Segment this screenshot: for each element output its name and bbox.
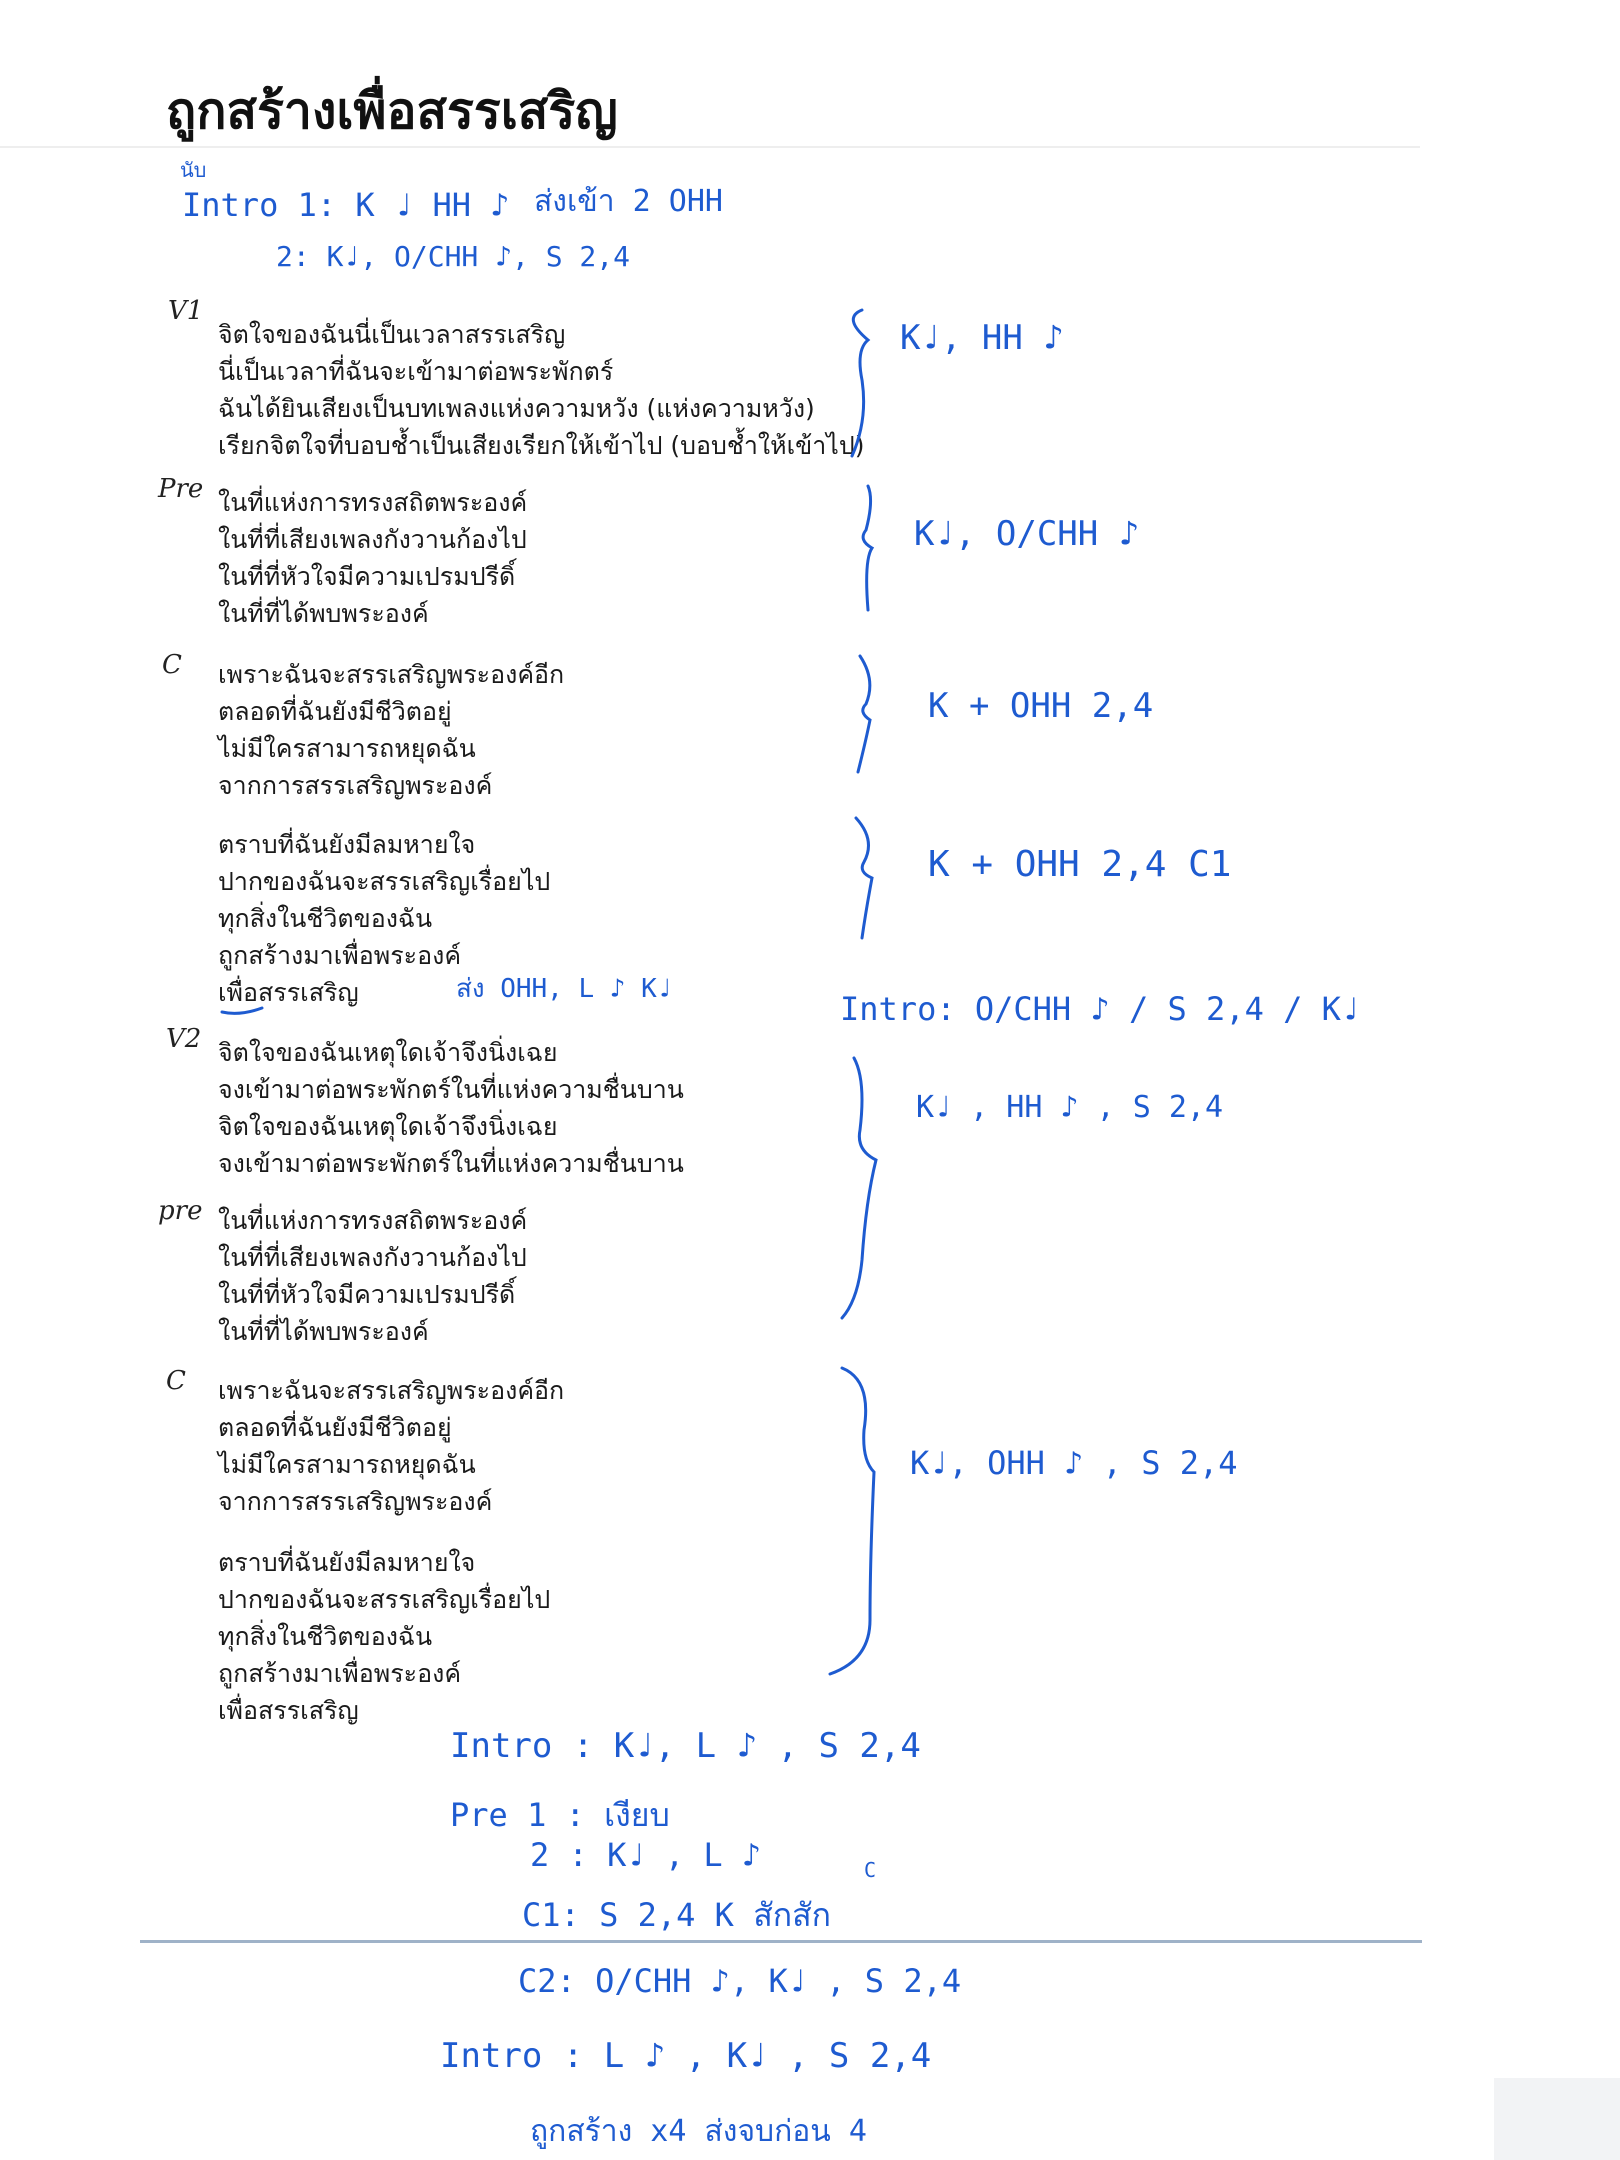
note-bottom-c1: C1: S 2,4 K สักสัก <box>522 1896 831 1934</box>
note-intro1-send: ส่งเข้า 2 OHH <box>534 184 723 219</box>
lyric-line: ในที่ที่เสียงเพลงกังวานก้องไป <box>218 525 527 554</box>
lyric-line: ทุกสิ่งในชีวิตของฉัน <box>218 1622 433 1651</box>
note-verse2: K♩ , HH ♪ , S 2,4 <box>916 1090 1224 1125</box>
lyric-line: เพื่อสรรเสริญ <box>218 978 359 1007</box>
lyric-line: ตลอดที่ฉันยังมีชีวิตอยู่ <box>218 1413 452 1442</box>
brace-chorus1b <box>856 818 872 938</box>
brace-verse1 <box>852 310 868 456</box>
note-bottom-final: ถูกสร้าง x4 ส่งจบก่อน 4 <box>530 2114 867 2149</box>
brace-chorus2 <box>830 1368 874 1674</box>
note-chorus1b: K + OHH 2,4 C1 <box>928 844 1232 885</box>
lyric-line: จงเข้ามาต่อพระพักตร์ในที่แห่งความชื่นบาน <box>218 1149 684 1178</box>
lyric-line: จากการสรรเสริญพระองค์ <box>218 771 493 800</box>
label-pre1: Pre <box>158 474 204 504</box>
lyric-line: ทุกสิ่งในชีวิตของฉัน <box>218 904 433 933</box>
note-chorus1a: K + OHH 2,4 <box>928 686 1154 726</box>
note-bottom-intro2: Intro : L ♪ , K♩ , S 2,4 <box>440 2036 932 2076</box>
brace-chorus1a <box>858 656 870 772</box>
lyric-line: จงเข้ามาต่อพระพักตร์ในที่แห่งความชื่นบาน <box>218 1075 684 1104</box>
label-pre2: pre <box>158 1196 203 1226</box>
note-bottom-intro: Intro : K♩, L ♪ , S 2,4 <box>450 1726 921 1766</box>
lyric-line: ในที่แห่งการทรงสถิตพระองค์ <box>218 1206 528 1235</box>
label-chorus1: C <box>162 650 182 680</box>
page-title: ถูกสร้างเพื่อสรรเสริญ <box>166 82 618 140</box>
lyric-line: เรียกจิตใจที่บอบช้ำเป็นเสียงเรียกให้เข้าไป (บอบช้ำให้เข้าไป) <box>218 431 865 460</box>
note-chorus2: K♩, OHH ♪ , S 2,4 <box>910 1444 1238 1482</box>
corner-panel <box>1494 2078 1620 2160</box>
lyric-line: ในที่แห่งการทรงสถิตพระองค์ <box>218 488 528 517</box>
note-intro-mid: Intro: O/CHH ♪ / S 2,4 / K♩ <box>840 990 1361 1028</box>
lyric-line: ในที่ที่ได้พบพระองค์ <box>218 1317 429 1346</box>
lyric-line: ตลอดที่ฉันยังมีชีวิตอยู่ <box>218 697 452 726</box>
page-separator <box>140 1940 1422 1943</box>
lyric-line: นี่เป็นเวลาที่ฉันจะเข้ามาต่อพระพักตร์ <box>218 357 614 386</box>
lyric-line: ตราบที่ฉันยังมีลมหายใจ <box>218 1548 476 1577</box>
lyric-line: ปากของฉันจะสรรเสริญเรื่อยไป <box>218 1585 551 1614</box>
note-intro1: Intro 1: K ♩ HH ♪ <box>182 186 510 224</box>
underline-mark <box>222 1008 262 1013</box>
lyric-line: จิตใจของฉันนี่เป็นเวลาสรรเสริญ <box>218 320 566 349</box>
lyric-line: ไม่มีใครสามารถหยุดฉัน <box>218 734 476 763</box>
lyric-line: เพราะฉันจะสรรเสริญพระองค์อีก <box>218 1376 565 1405</box>
note-bottom-pre1: Pre 1 : เงียบ <box>450 1796 670 1834</box>
lyric-line: ปากของฉันจะสรรเสริญเรื่อยไป <box>218 867 551 896</box>
lyric-line: ในที่ที่เสียงเพลงกังวานก้องไป <box>218 1243 527 1272</box>
brace-verse2 <box>842 1058 876 1318</box>
lyric-line: เพราะฉันจะสรรเสริญพระองค์อีก <box>218 660 565 689</box>
note-pre1: K♩, O/CHH ♪ <box>914 514 1140 554</box>
lyric-line: ไม่มีใครสามารถหยุดฉัน <box>218 1450 476 1479</box>
lyric-line: จิตใจของฉันเหตุใดเจ้าจึงนิ่งเฉย <box>218 1112 558 1141</box>
lyric-line: ในที่ที่ได้พบพระองค์ <box>218 599 429 628</box>
brace-pre1 <box>863 486 872 610</box>
label-verse1: V1 <box>168 296 204 326</box>
lyric-line: จากการสรรเสริญพระองค์ <box>218 1487 493 1516</box>
lyric-line: เพื่อสรรเสริญ <box>218 1696 359 1725</box>
lyric-line: ถูกสร้างมาเพื่อพระองค์ <box>218 1659 462 1688</box>
lyric-line: ถูกสร้างมาเพื่อพระองค์ <box>218 941 462 970</box>
lyric-line: ในที่ที่หัวใจมีความเปรมปรีดิ์ <box>218 1280 516 1309</box>
label-verse2: V2 <box>166 1024 202 1054</box>
note-count: นับ <box>180 158 207 182</box>
note-verse1: K♩, HH ♪ <box>900 318 1064 358</box>
note-bottom-c-mark: C <box>864 1858 877 1882</box>
note-send: ส่ง OHH, L ♪ K♩ <box>456 974 673 1004</box>
note-bottom-pre2: 2 : K♩ , L ♪ <box>530 1836 762 1874</box>
lyric-line: ในที่ที่หัวใจมีความเปรมปรีดิ์ <box>218 562 516 591</box>
lyric-line: ตราบที่ฉันยังมีลมหายใจ <box>218 830 476 859</box>
note-intro2: 2: K♩, O/CHH ♪, S 2,4 <box>276 240 631 273</box>
lyric-line: จิตใจของฉันเหตุใดเจ้าจึงนิ่งเฉย <box>218 1038 558 1067</box>
label-chorus2: C <box>166 1366 186 1396</box>
note-bottom-c2: C2: O/CHH ♪, K♩ , S 2,4 <box>518 1962 962 2000</box>
lyric-line: ฉันได้ยินเสียงเป็นบทเพลงแห่งความหวัง (แห่งความหวัง) <box>218 394 815 423</box>
